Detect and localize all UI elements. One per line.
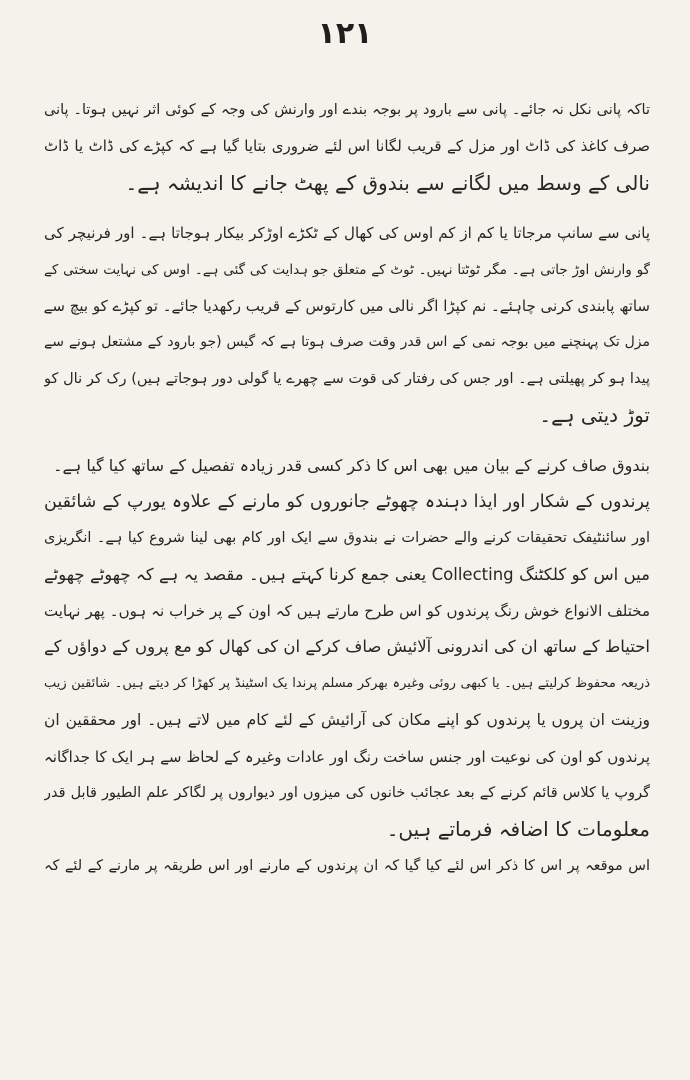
text-line: پانی سے سانپ مرجاتا یا کم از کم اوس کی کھال کے ٹکڑے اوڑکر بیکار ہوجاتا ہے۔ اور فرنیچر کی bbox=[44, 224, 650, 243]
text-line: گروپ یا کلاس قائم کرنے کے بعد عجائب خانوں کی میزوں اور دیواروں پر لگاکر علم الطیور قابل قدر bbox=[44, 785, 650, 802]
text-line: پرندوں کو اون کی نوعیت اور جنس ساخت رنگ اور عادات وغیرہ کے لحاظ سے ہر ایک کا جداگانہ bbox=[44, 747, 650, 766]
text-line: معلومات کا اضافہ فرماتے ہیں۔ bbox=[386, 817, 650, 842]
text-line: صرف کاغذ کی ڈاٹ اور مزل کے قریب لگانا اس لئے ضروری بتایا گیا ہے کہ کپڑے کی ڈاٹ یا ڈاٹ bbox=[44, 137, 650, 156]
text-line: بندوق صاف کرنے کے بیان میں بھی اس کا ذکر کسی قدر زیادہ تفصیل کے ساتھ کیا گیا ہے۔ bbox=[53, 455, 650, 475]
text-line: مزل تک پہنچنے میں بوجہ نمی کے اس قدر وقت صرف ہوتا ہے کہ گیس (جو بارود کے مشتعل ہونے سے bbox=[44, 334, 650, 351]
text-line: اس موقعہ پر اس کا ذکر اس لئے کیا گیا کہ ان پرندوں کے مارنے اور اس طریقہ پر مارنے کے لئے کہ bbox=[44, 857, 650, 874]
text-line: تاکہ پانی نکل نہ جائے۔ پانی سے بارود پر بوجہ بندے اور وارنش کی وجہ کے کوئی اثر نہیں ہوتا۔ پانی bbox=[44, 102, 650, 118]
text-line: مختلف الانواع خوش رنگ پرندوں کو اس طرح مارتے ہیں کہ اون کے پر خراب نہ ہوں۔ پھر نہایت bbox=[44, 602, 650, 621]
text-line: ساتھ پابندی کرنی چاہئے۔ نم کپڑا اگر نالی میں کارتوس کے قریب رکھدیا جائے۔ تو کپڑے کو بیچ سے bbox=[44, 296, 650, 315]
text-line: توڑ دیتی ہے۔ bbox=[539, 403, 650, 428]
text-line: وزینت ان پروں یا پرندوں کو اپنے مکان کی آرائیش کے لئے کام میں لاتے ہیں۔ اور محققین ان bbox=[44, 711, 650, 730]
text-line: ذریعہ محفوظ کرلیتے ہیں۔ یا کبھی روئی وغیرہ بھرکر مسلم پرندا یک اسٹینڈ پر کھڑا کر دیتے ہیں۔ شائقین زیب bbox=[44, 675, 650, 691]
text-line: نالی کے وسط میں لگانے سے بندوق کے پھٹ جانے کا اندیشہ ہے۔ bbox=[125, 170, 650, 195]
page-body bbox=[44, 92, 650, 884]
text-line: احتیاط کے ساتھ ان کی اندرونی آلائیش صاف کرکے ان کی کھال کو مع پروں کے دواؤں کے bbox=[44, 637, 650, 657]
text-line: اور سائنٹیفک تحقیقات کرنے والے حضرات نے بندوق سے ایک اور کام بھی لینا شروع کیا ہے۔ انگریزی bbox=[44, 530, 650, 547]
page-number: ۱۲۱ bbox=[317, 16, 373, 51]
text-line: گو وارنش اوڑ جاتی ہے۔ مگر ٹوٹتا نہیں۔ ٹوٹ کے متعلق جو ہدایت کی گئی ہے۔ اوس کی نہایت سختی کے bbox=[44, 261, 650, 278]
text-line: پیدا ہو کر پھیلتی ہے۔ اور جس کی رفتار کی قوت سے چھرے یا گولی دور ہوجاتے ہیں) رک کر نال کو bbox=[44, 370, 650, 387]
text-line: پرندوں کے شکار اور ایذا دہندہ چھوٹے جانوروں کو مارنے کے علاوہ یورپ کے شائقین bbox=[44, 491, 650, 512]
text-line: میں اس کو کلکٹنگ Collecting یعنی جمع کرنا کہتے ہیں۔ مقصد یہ ہے کہ چھوٹے چھوٹے bbox=[44, 564, 650, 584]
